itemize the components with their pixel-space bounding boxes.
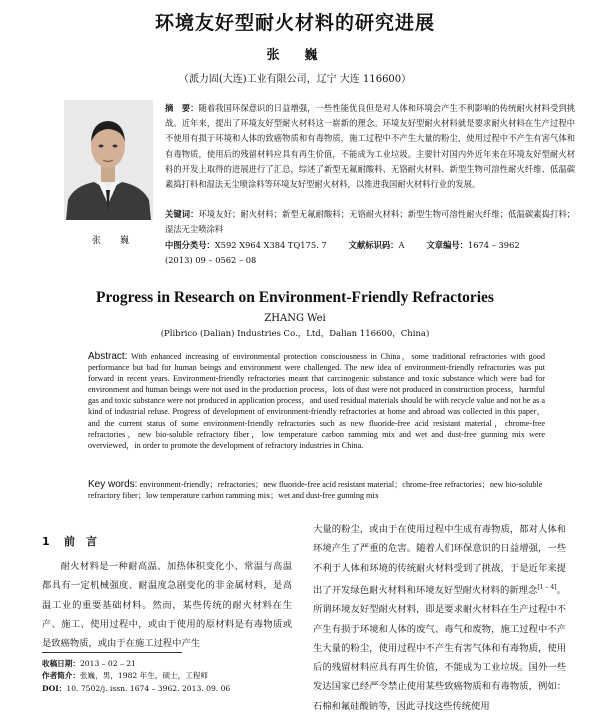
english-keywords-text: environment-friendly；refractories；new fluoride-free acid resistant material；chrome-free refractories；new bio-soluble refractory fiber；low temperature carbon ramming mix；wet and dust-free gunning mix (88, 480, 543, 501)
abstract-text: 随着我国环保意识的日益增强，一些性能优良但是对人体和环境会产生不利影响的传统耐火材料受到挑战。近年来，提出了环境友好型耐火材料这一崭新的理念。环境友好型耐火材料就是要求耐火材料在生产过程中不使用有损于环境和人体的致癌物质和有毒物质，施工过程中不产生大量的粉尘，使用过程中不产生有害气体和有毒物质，使用后的残留材料应具有再生价值，不能成为工业垃圾。主要针对国内外近年来在环境友好型耐火材料的开发上取得的进展进行了汇总，综述了新型无氟耐酸料、无铬耐火材料、新型生物可溶性耐火纤维、低温碳素捣打料和湿法无尘喷涂料等环境友好型耐火材料，以推进我国耐火材料行业的发展。 (165, 103, 575, 190)
english-keywords-label: Key words: (88, 479, 138, 490)
chinese-abstract (165, 101, 575, 192)
section-heading (42, 533, 97, 549)
received-label: 收稿日期： (42, 659, 80, 668)
section-number: 1 (42, 535, 50, 548)
english-affiliation: (Plibrico (Dalian) Industries Co.，Ltd，Dalian 116600，China) (160, 329, 430, 339)
body-column-right (313, 520, 566, 716)
english-keywords (88, 479, 545, 501)
footnote-doi (42, 683, 292, 695)
english-abstract-text: With enhanced increasing of environmental protection consciousness in China，some traditional refractories with good performance but bad for human beings and environment were challenged. The new idea of environment-friendly refractories was put forward in recent years. Environment-friendly refractories meant that carcinogenic substance and toxic substance which were bad for environment and human beings were not used in the production process，lots of dust were not produced in construction process，harmful gas and toxic substance were not produced in application process，and used residual materials should be with recycle value and not be as a kind of industrial refuse. Progress of development of environment-friendly refractories at home and abroad was collected in this paper，and the current status of some environment-friendly refractories such as new fluoride-free acid resistant material，chrome-free refractories，new bio-soluble refractory fiber，low temperature carbon ramming mix and wet and dust-free gunning mix were overviewed，in order to promote the development of refractory industries in China. (88, 352, 545, 450)
footnote-author (42, 670, 292, 682)
doi-label: DOI： (42, 683, 67, 693)
chinese-author: 张 巍 (266, 48, 324, 63)
body-column-left: 耐火材料是一种耐高温、加热体积变化小、常温与高温都具有一定机械强度、耐温度急剧变化的非金属材料，是高温工业的重要基础材料。然而，某些传统的耐火材料在生产、施工、使用过程中，或由于使用的原材料是有毒物质或是致癌物质，或由于在施工过程中产生 (42, 561, 292, 650)
footnote-received (42, 658, 292, 670)
body-right-text-b: 。所谓环境友好型耐火材料，即是要求耐火材料在生产过程中不产生有损于环境和人体的废气、毒气和废物，施工过程中不产生大量的粉尘，使用过程中不产生有害气体和有毒物质，使用后的残留材料应具有再生价值，不能成为工业垃圾。国外一些发达国家已经严令禁止使用某些致癌物质和有毒物质，例如：石棉和氟硅酸钠等，因此寻找这些传统使用 (313, 584, 566, 712)
citation-ref: [1 – 4] (537, 583, 557, 591)
photo-caption: 张 巍 (92, 236, 135, 246)
classification-info (165, 238, 575, 268)
author-bio-label: 作者简介： (42, 671, 80, 681)
doc-code-label: 文献标识码： (348, 240, 399, 250)
chinese-title: 环境友好型耐火材料的研究进展 (154, 12, 435, 34)
english-abstract (88, 351, 545, 451)
author-bio-value: 张巍，男，1982 年生，硕士，工程师 (79, 671, 209, 681)
doi-value: 10. 7502/j. issn. 1674 – 3962. 2013. 09. 06 (66, 683, 231, 693)
article-no-label: 文章编号： (426, 240, 468, 250)
keywords-text: 环境友好；耐火材料；新型无氟耐酸料；无铬耐火材料；新型生物可溶性耐火纤维；低温碳素捣打料；湿法无尘喷涂料 (165, 209, 575, 234)
article-no-value: 1674 – 3962 (467, 240, 520, 250)
footnote-divider (42, 652, 182, 653)
author-photo (64, 100, 153, 220)
received-value: 2013 – 02 – 21 (79, 659, 136, 668)
body-right-text-a: 大量的粉尘，或由于在使用过程中生成有毒物质，都对人体和环境产生了严重的危害。随着人们环保意识的日益增强，一些不利于人体和环境的传统耐火材料受到了挑战，于是近年来提出了开发绿色耐火材料和环境友好型耐火材料的新理念 (313, 524, 566, 596)
english-author: ZHANG Wei (264, 313, 326, 324)
chinese-keywords (165, 207, 575, 237)
doc-code-value: A (398, 240, 405, 250)
clc-label: 中图分类号： (165, 240, 215, 250)
english-abstract-label: Abstract: (88, 351, 128, 362)
english-title: Progress in Research on Environment-Friendly Refractories (96, 289, 494, 306)
author-portrait-image (64, 100, 153, 220)
footnotes (42, 658, 292, 695)
clc-value: X592 X964 X384 TQ175. 7 (214, 240, 327, 250)
article-no-continuation: (2013) 09 – 0562 – 08 (165, 255, 257, 265)
section-title: 前 言 (64, 535, 97, 548)
chinese-affiliation: （派力固(大连)工业有限公司，辽宁 大连 116600） (178, 74, 412, 85)
abstract-label: 摘 要： (165, 103, 199, 113)
keywords-label: 关键词： (165, 209, 199, 219)
